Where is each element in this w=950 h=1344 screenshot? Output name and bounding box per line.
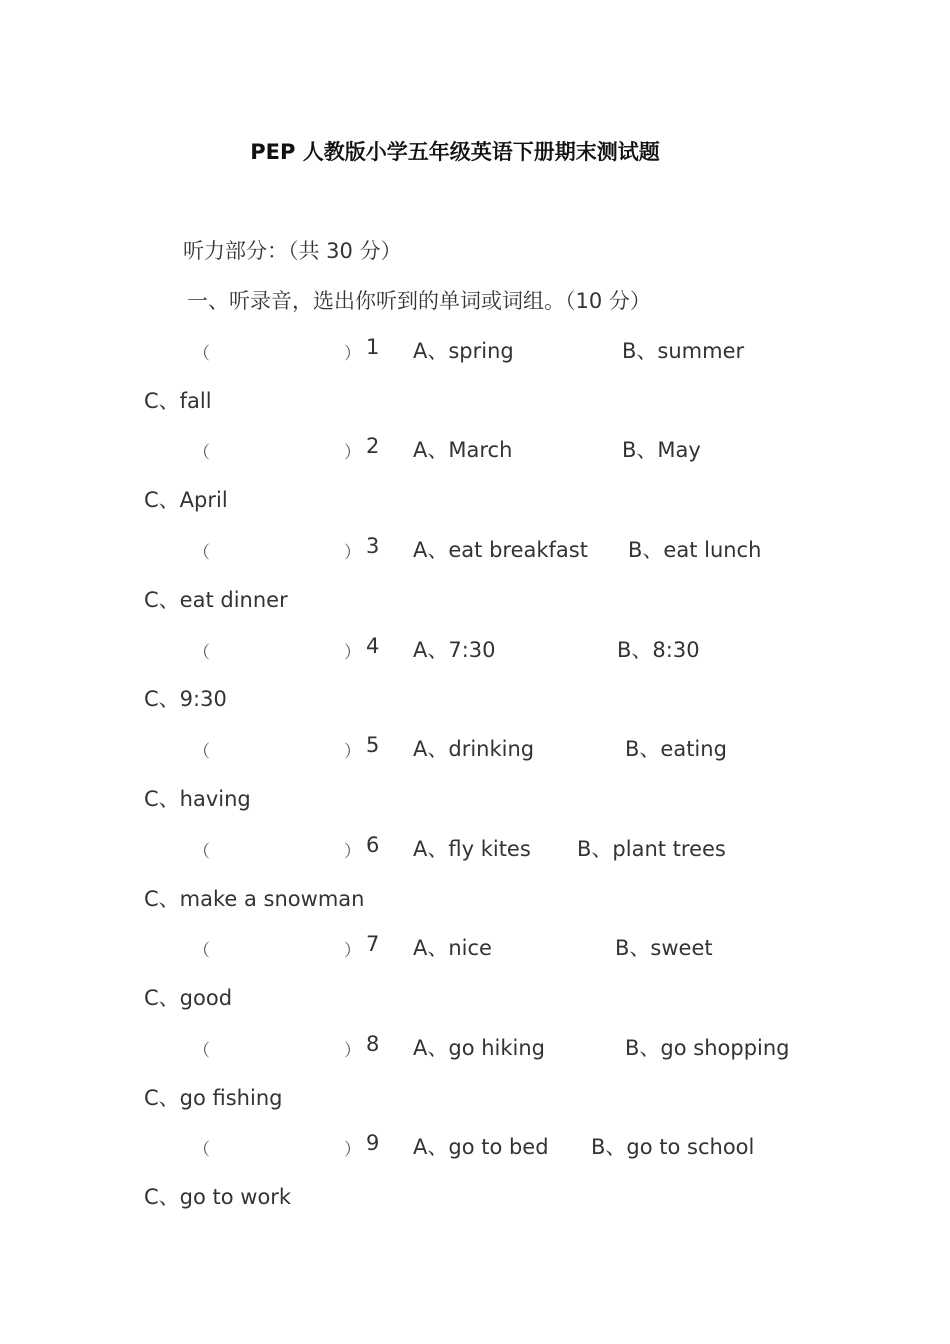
- answer-blank-open: （: [193, 344, 210, 364]
- option-c: C、make a snowman: [144, 887, 365, 911]
- question-number: 1: [366, 335, 380, 359]
- answer-blank-close: ）: [344, 543, 361, 563]
- answer-blank-open: （: [193, 543, 210, 563]
- answer-blank-close: ）: [344, 1041, 361, 1061]
- answer-blank-open: （: [193, 1140, 210, 1160]
- answer-blank-open: （: [193, 842, 210, 862]
- option-b: B、8:30: [617, 638, 700, 662]
- option-b: B、eating: [625, 737, 727, 761]
- part1-heading: 一、听录音，选出你听到的单词或词组。（10 分）: [187, 289, 651, 313]
- question-row: [0, 335, 950, 365]
- answer-blank-close: ）: [344, 742, 361, 762]
- option-b: B、go shopping: [625, 1036, 790, 1060]
- question-number: 8: [366, 1032, 380, 1056]
- option-c: C、good: [144, 986, 233, 1010]
- question-number: 4: [366, 634, 380, 658]
- page-title: PEP 人教版小学五年级英语下册期末测试题: [250, 140, 660, 164]
- option-a: A、go to bed: [413, 1135, 549, 1159]
- option-b: B、go to school: [591, 1135, 755, 1159]
- option-c: C、go to work: [144, 1185, 292, 1209]
- question-row: [0, 1032, 950, 1062]
- question-row: [0, 833, 950, 863]
- answer-blank-open: （: [193, 941, 210, 961]
- answer-blank-open: （: [193, 643, 210, 663]
- answer-blank-open: （: [193, 1041, 210, 1061]
- option-b: B、eat lunch: [628, 538, 762, 562]
- option-a: A、eat breakfast: [413, 538, 588, 562]
- option-c: C、fall: [144, 389, 212, 413]
- option-a: A、fly kites: [413, 837, 531, 861]
- option-b: B、summer: [622, 339, 745, 363]
- question-row: [0, 534, 950, 564]
- option-c: C、go fishing: [144, 1086, 283, 1110]
- answer-blank-close: ）: [344, 443, 361, 463]
- option-c: C、eat dinner: [144, 588, 288, 612]
- section-listening-heading: 听力部分：（共 30 分）: [183, 239, 402, 263]
- answer-blank-open: （: [193, 443, 210, 463]
- option-a: A、nice: [413, 936, 492, 960]
- answer-blank-close: ）: [344, 1140, 361, 1160]
- option-c: C、April: [144, 488, 228, 512]
- option-b: B、May: [622, 438, 701, 462]
- question-number: 3: [366, 534, 380, 558]
- question-row: [0, 733, 950, 763]
- question-number: 9: [366, 1131, 380, 1155]
- option-b: B、plant trees: [577, 837, 726, 861]
- option-a: A、7:30: [413, 638, 496, 662]
- answer-blank-close: ）: [344, 643, 361, 663]
- answer-blank-close: ）: [344, 344, 361, 364]
- option-c: C、9:30: [144, 687, 227, 711]
- question-row: [0, 634, 950, 664]
- question-row: [0, 1131, 950, 1161]
- question-number: 7: [366, 932, 380, 956]
- answer-blank-close: ）: [344, 941, 361, 961]
- answer-blank-close: ）: [344, 842, 361, 862]
- answer-blank-open: （: [193, 742, 210, 762]
- option-a: A、drinking: [413, 737, 535, 761]
- question-number: 6: [366, 833, 380, 857]
- option-a: A、spring: [413, 339, 514, 363]
- option-b: B、sweet: [615, 936, 713, 960]
- question-row: [0, 434, 950, 464]
- option-a: A、go hiking: [413, 1036, 545, 1060]
- question-number: 5: [366, 733, 380, 757]
- question-row: [0, 932, 950, 962]
- option-c: C、having: [144, 787, 251, 811]
- option-a: A、March: [413, 438, 513, 462]
- question-number: 2: [366, 434, 380, 458]
